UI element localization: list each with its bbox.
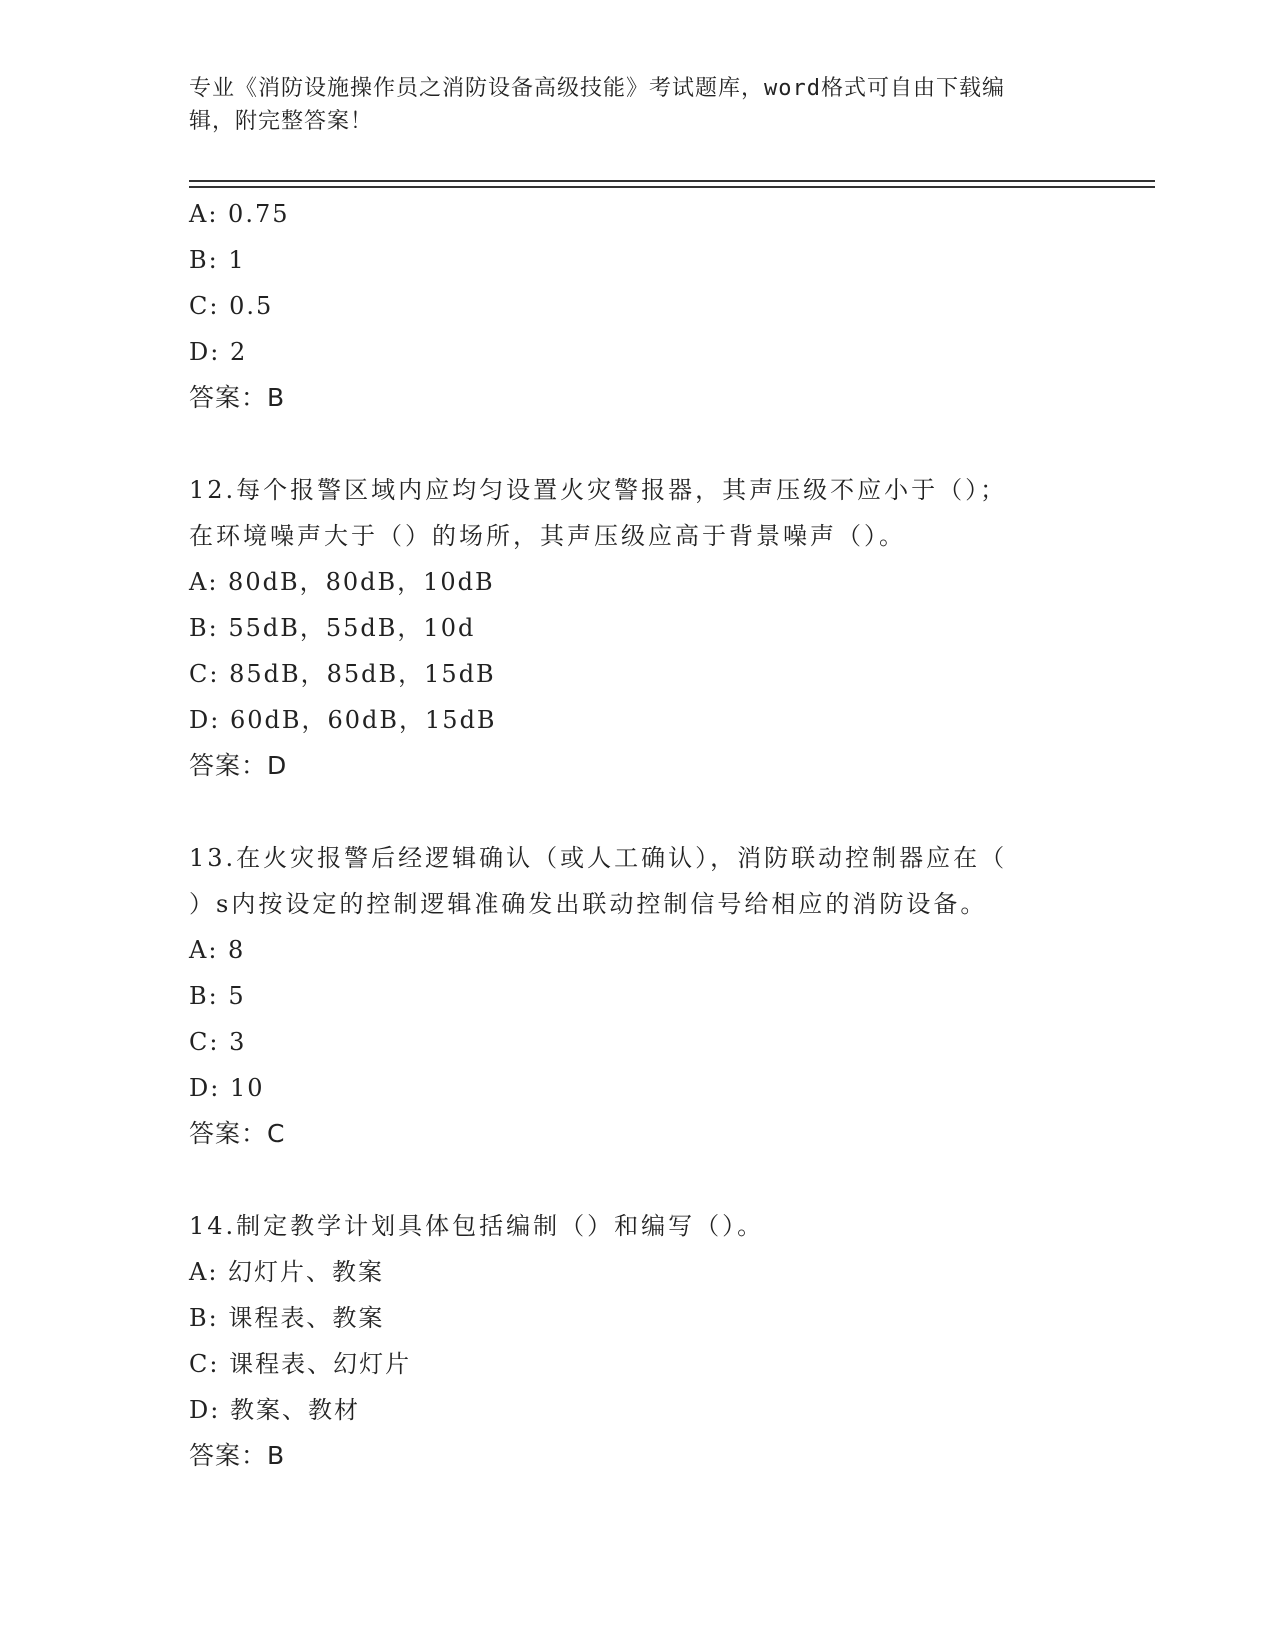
question-list: [189, 191, 1089, 1479]
option-b: B: 5: [189, 982, 246, 1010]
option-a: A: 8: [189, 936, 246, 964]
option-d: D: 2: [189, 338, 248, 366]
spacer: [189, 789, 1089, 835]
header-line-2: 辑，附完整答案！: [189, 109, 374, 134]
spacer: [189, 1157, 1089, 1203]
question-stem: 13.在火灾报警后经逻辑确认（或人工确认），消防联动控制器应在（: [189, 844, 1008, 872]
question-13: [189, 835, 1089, 1157]
option-b: B: 课程表、教案: [189, 1304, 385, 1332]
answer-label: 答案：D: [189, 751, 288, 780]
spacer: [189, 421, 1089, 467]
header-divider-top: [189, 180, 1155, 182]
option-c: C: 课程表、幻灯片: [189, 1350, 412, 1378]
option-a: A: 80dB，80dB，10dB: [189, 568, 495, 596]
option-b: B: 1: [189, 246, 246, 274]
option-d: D: 教案、教材: [189, 1396, 360, 1424]
answer-label: 答案：B: [189, 1441, 286, 1470]
question-stem-continued: 在环境噪声大于（）的场所，其声压级应高于背景噪声（）。: [189, 522, 906, 550]
question-stem: 14.制定教学计划具体包括编制（）和编写（）。: [189, 1212, 765, 1240]
option-c: C: 85dB，85dB，15dB: [189, 660, 496, 688]
option-a: A: 幻灯片、教案: [189, 1258, 385, 1286]
question-stem-continued: ）s内按设定的控制逻辑准确发出联动控制信号给相应的消防设备。: [189, 890, 988, 918]
answer-label: 答案：C: [189, 1119, 286, 1148]
option-c: C: 3: [189, 1028, 247, 1056]
question-14: [189, 1203, 1089, 1479]
question-11: [189, 191, 1089, 421]
option-a: A: 0.75: [189, 200, 290, 228]
answer-label: 答案：B: [189, 383, 286, 412]
option-b: B: 55dB，55dB，10d: [189, 614, 476, 642]
header-line-1: 专业《消防设施操作员之消防设备高级技能》考试题库，word格式可自由下载编: [189, 76, 1005, 101]
option-c: C: 0.5: [189, 292, 274, 320]
question-12: [189, 467, 1089, 789]
option-d: D: 60dB，60dB，15dB: [189, 706, 497, 734]
option-d: D: 10: [189, 1074, 265, 1102]
header-divider-bottom: [189, 186, 1155, 188]
question-stem: 12.每个报警区域内应均匀设置火灾警报器，其声压级不应小于（）；: [189, 476, 1008, 504]
document-header: [189, 72, 1069, 138]
